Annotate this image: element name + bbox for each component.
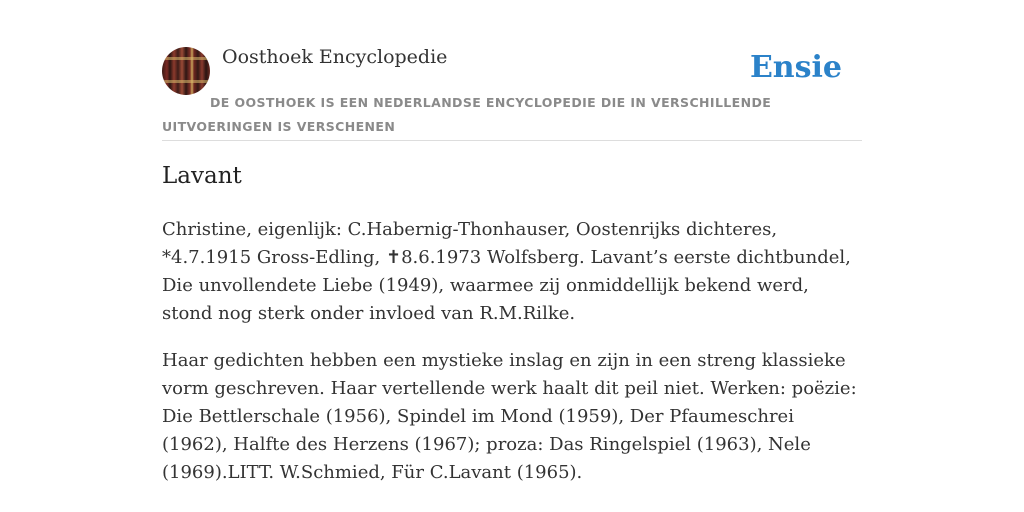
site-header <box>162 0 862 141</box>
site-title[interactable]: Oosthoek Encyclopedie <box>222 46 448 68</box>
site-tagline: DE OOSTHOEK IS EEN NEDERLANDSE ENCYCLOPEDIE DIE IN VERSCHILLENDE UITVOERINGEN IS VERSCHENEN <box>162 95 772 134</box>
article-title: Lavant <box>162 163 242 189</box>
page <box>162 0 862 483</box>
article-body <box>162 216 862 506</box>
brand-logo-link[interactable]: Ensie <box>749 50 842 85</box>
article-paragraph: Haar gedichten hebben een mystieke inslag en zijn in een streng klassieke vorm geschreven. Haar vertellende werk haalt dit peil niet. Werken: poëzie: Die Bettlerschale (1956), Spindel im Mond (1959), Der Pfaumeschrei (1962), Halfte des Herzens (1967); proza: Das Ringelspiel (1963), Nele (1969).LITT. W.Schmied, Für C.Lavant (1965). <box>162 350 857 483</box>
article-paragraph: Christine, eigenlijk: C.Habernig-Thonhauser, Oostenrijks dichteres, *4.7.1915 Gross-Edling, ✝8.6.1973 Wolfsberg. Lavant’s eerste dichtbundel, Die unvollendete Liebe (1949), waarmee zij onmiddellijk bekend werd, stond nog sterk onder invloed van R.M.Rilke. <box>162 219 851 324</box>
book-spines-icon[interactable] <box>162 47 210 95</box>
